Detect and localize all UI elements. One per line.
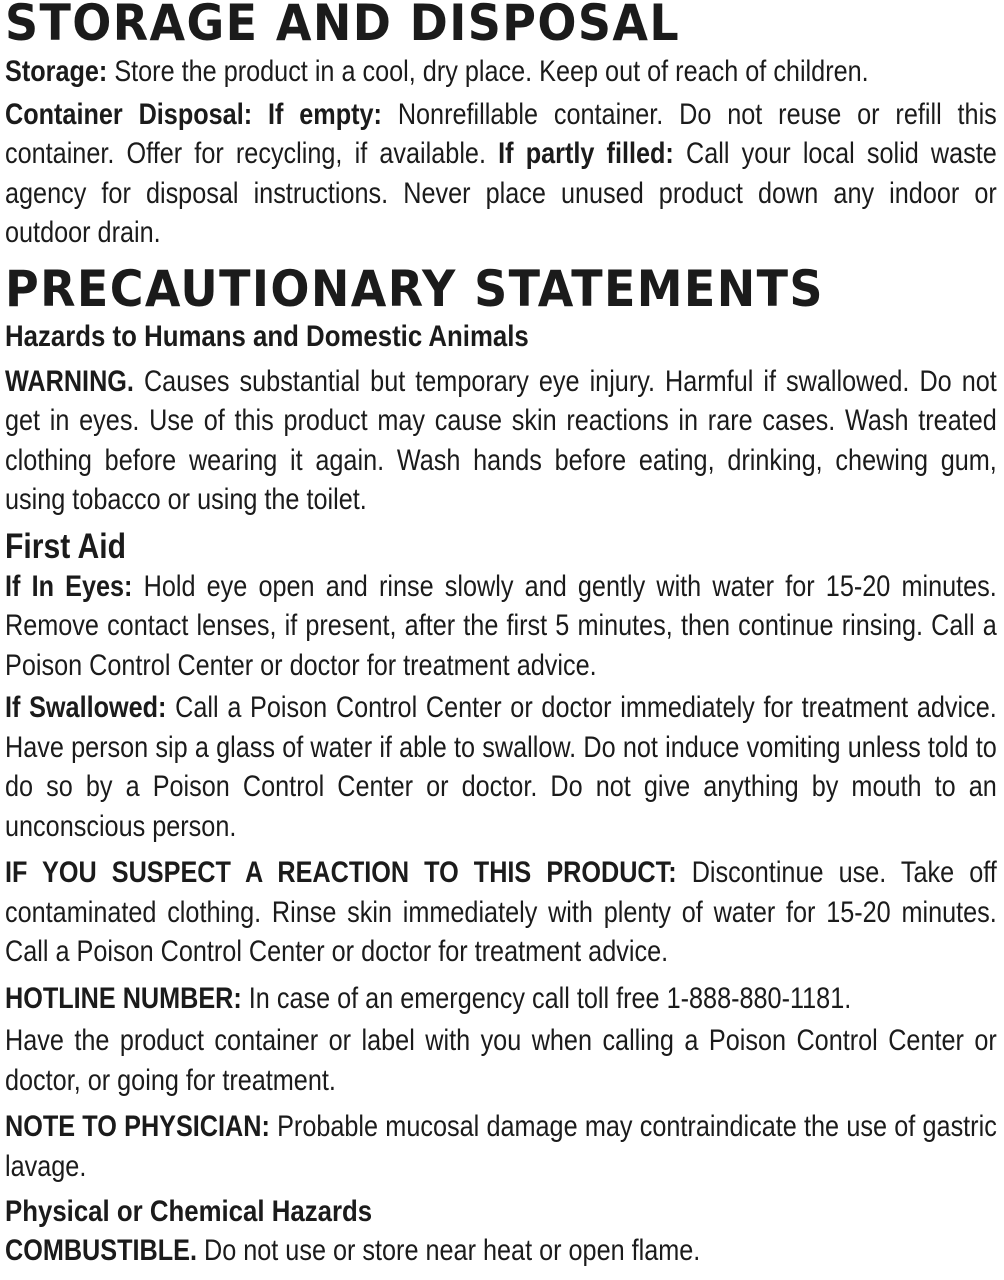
hotline-label: HOTLINE NUMBER:: [5, 981, 242, 1015]
reaction-label: IF YOU SUSPECT A REACTION TO THIS PRODUCT:: [5, 856, 677, 889]
combustible-label: COMBUSTIBLE.: [5, 1234, 197, 1267]
note-to-physician-text: Probable mucosal damage may contraindicate the use of gastric lavage.: [5, 1110, 997, 1183]
warning-label: WARNING.: [5, 364, 134, 398]
hotline-paragraph: [5, 979, 997, 1019]
reaction-text: Discontinue use. Take off contaminated clothing. Rinse skin immediately with plenty of water for 15-20 minutes. Call a Poison Control Center or doctor for treatment advice.: [5, 856, 997, 968]
combustible-text: Do not use or store near heat or open flame.: [196, 1234, 701, 1267]
combustible-paragraph: [5, 1231, 997, 1271]
partly-filled-text: Call your local solid waste agency for disposal instructions. Never place unused product down any indoor or outdoor drain.: [5, 137, 997, 249]
physical-chemical-hazards-heading: Physical or Chemical Hazards: [5, 1195, 373, 1228]
partly-filled-label: If partly filled:: [498, 137, 674, 170]
if-swallowed-label: If Swallowed:: [5, 691, 167, 724]
hazards-humans-animals-heading: Hazards to Humans and Domestic Animals: [5, 319, 529, 353]
warning-text: Causes substantial but temporary eye injury. Harmful if swallowed. Do not get in eyes. Use of this product may cause skin reactions in rare cases. Wash treated clothing before wearing it again. Wash hands before eating, drinking, chewing gum, using tobacco or using the toilet.: [5, 364, 997, 516]
storage-disposal-heading: STORAGE AND DISPOSAL: [5, 0, 681, 52]
storage-label: Storage:: [5, 55, 108, 88]
first-aid-heading: First Aid: [5, 526, 126, 566]
container-disposal-paragraph: [5, 95, 997, 253]
reaction-paragraph: [5, 853, 997, 972]
if-swallowed-paragraph: [5, 688, 997, 846]
hotline-text: In case of an emergency call toll free 1-888-880-1181.: [241, 981, 852, 1015]
if-in-eyes-paragraph: [5, 567, 997, 686]
container-disposal-label: Container Disposal: If empty:: [5, 97, 382, 131]
note-to-physician-paragraph: [5, 1107, 997, 1186]
if-in-eyes-label: If In Eyes:: [5, 569, 133, 603]
if-swallowed-text: Call a Poison Control Center or doctor immediately for treatment advice. Have person sip a glass of water if able to swallow. Do not induce vomiting unless told to do so by a Poison Control Center or doctor. Do not give anything by mouth to an unconscious person.: [5, 691, 997, 843]
note-to-physician-label: NOTE TO PHYSICIAN:: [5, 1110, 270, 1143]
precautionary-statements-heading: PRECAUTIONARY STATEMENTS: [5, 259, 824, 318]
if-in-eyes-text: Hold eye open and rinse slowly and gently with water for 15-20 minutes. Remove contact lenses, if present, after the first 5 minutes, then continue rinsing. Call a Poison Control Center or doctor for treatment advice.: [5, 569, 997, 682]
container-disposal-text: Nonrefillable container. Do not reuse or refill this container. Offer for recycling, if available.: [5, 97, 997, 170]
storage-text: Store the product in a cool, dry place. Keep out of reach of children.: [107, 55, 869, 88]
storage-paragraph: [5, 52, 997, 92]
warning-paragraph: [5, 362, 997, 520]
hotline-followup-paragraph: Have the product container or label with you when calling a Poison Control Center or doctor, or going for treatment.: [5, 1024, 997, 1097]
